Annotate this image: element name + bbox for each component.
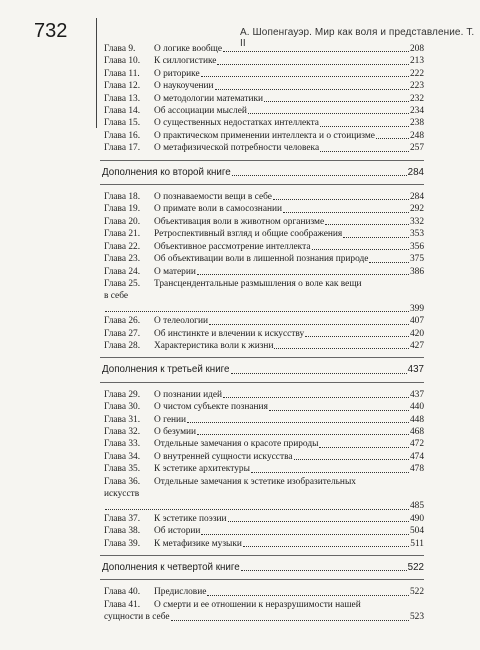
leader-dots: [105, 311, 409, 312]
section-title: Дополнения к четвертой книге: [102, 562, 240, 573]
chapter-number: Глава 12.: [104, 81, 141, 92]
leader-dots: [217, 64, 408, 65]
chapter-number: Глава 29.: [104, 389, 141, 400]
chapter-title: Объективное рассмотрение интеллекта: [154, 241, 311, 252]
leader-dots: [223, 397, 409, 398]
toc-block-third-book-cont: [104, 513, 424, 550]
leader-dots: [105, 509, 409, 510]
toc-entry[interactable]: [104, 68, 424, 80]
chapter-page: 232: [409, 93, 424, 104]
header-vertical-rule: [96, 18, 97, 128]
chapter-page: 420: [409, 328, 424, 339]
chapter-title: О познании идей: [154, 389, 223, 400]
chapter-page: 478: [409, 464, 424, 475]
chapter-page: 248: [409, 130, 424, 141]
toc-entry[interactable]: [104, 401, 424, 413]
leader-dots: [248, 113, 409, 114]
chapter-page: 208: [409, 44, 424, 54]
chapter-page: 472: [409, 439, 424, 450]
toc-entry[interactable]: [104, 55, 424, 67]
chapter-number: Глава 9.: [104, 44, 136, 54]
toc-entry[interactable]: [104, 43, 424, 55]
chapter-page: 474: [409, 451, 424, 462]
leader-dots: [264, 101, 409, 102]
toc-entry[interactable]: [104, 266, 424, 278]
chapter-title: О существенных недостатках интеллекта: [154, 118, 319, 129]
leader-dots: [274, 348, 408, 349]
chapter-number: Глава 14.: [104, 106, 141, 117]
chapter-title: Ретроспективный взгляд и общие соображения: [154, 229, 343, 240]
leader-dots: [269, 410, 409, 411]
toc-block-first-book: [104, 43, 424, 155]
chapter-title: О безумии: [154, 426, 197, 437]
chapter-title: К эстетике архитектуры: [154, 464, 250, 475]
toc-entry[interactable]: [104, 451, 424, 463]
page-number: 732: [34, 20, 68, 42]
table-of-contents: [104, 43, 424, 624]
chapter-page: 399: [409, 303, 424, 314]
chapter-number: Глава 33.: [104, 439, 141, 450]
chapter-title: К метафизике музыки: [154, 538, 242, 549]
leader-dots: [305, 336, 409, 337]
leader-dots: [243, 546, 409, 547]
leader-dots: [231, 373, 407, 374]
toc-block-third-book: [104, 389, 424, 476]
chapter-page: 504: [409, 526, 424, 537]
chapter-page: 238: [409, 118, 424, 129]
toc-entry[interactable]: [104, 389, 424, 401]
chapter-page: 223: [409, 81, 424, 92]
chapter-page: 427: [409, 340, 424, 351]
leader-dots: [251, 472, 409, 473]
section-divider: [100, 357, 424, 358]
chapter-title: О телеологии: [154, 316, 209, 327]
toc-block-fourth-book: [104, 586, 424, 598]
chapter-title: Объективация воли в животном организме: [154, 216, 325, 227]
toc-entry[interactable]: [104, 253, 424, 265]
chapter-title-line1: Трансцендентальные размышления о воле как вещи: [154, 278, 362, 289]
chapter-title: Об объективации воли в лишенной познания природе: [154, 254, 369, 265]
leader-dots: [197, 274, 409, 275]
toc-entry[interactable]: [104, 438, 424, 450]
chapter-title-line1: Отдельные замечания к эстетике изобразительных: [154, 476, 356, 487]
chapter-number: Глава 16.: [104, 130, 141, 141]
section-title: Дополнения ко второй книге: [102, 166, 231, 178]
running-head: А. Шопенгауэр. Мир как воля и представление. Т. II: [240, 27, 475, 49]
chapter-number: Глава 11.: [104, 68, 140, 79]
chapter-number: Глава 35.: [104, 464, 141, 475]
toc-entry[interactable]: [104, 80, 424, 92]
toc-entry[interactable]: [104, 426, 424, 438]
toc-entry[interactable]: [104, 328, 424, 340]
leader-dots: [369, 262, 408, 263]
chapter-number: Глава 34.: [104, 451, 141, 462]
toc-entry-multiline[interactable]: [104, 278, 424, 315]
chapter-title: О практическом применении интеллекта и о стоицизме: [154, 130, 375, 141]
chapter-title: О риторике: [154, 68, 200, 79]
chapter-title: О гении: [154, 414, 187, 425]
toc-entry[interactable]: [104, 142, 424, 154]
leader-dots: [319, 447, 409, 448]
section-heading-second-book[interactable]: [102, 167, 424, 179]
section-heading-fourth-book[interactable]: [102, 562, 424, 574]
chapter-number: Глава 27.: [104, 328, 141, 339]
chapter-page: 356: [409, 241, 424, 252]
section-page: 284: [407, 166, 424, 178]
chapter-title: О методологии математики: [154, 93, 264, 104]
chapter-title: О познаваемости вещи в себе: [154, 192, 272, 203]
toc-entry[interactable]: [104, 513, 424, 525]
leader-dots: [207, 595, 409, 596]
chapter-number: Глава 13.: [104, 93, 141, 104]
chapter-title: Об инстинкте и влечении к искусству: [154, 328, 305, 339]
section-page: 437: [407, 364, 424, 376]
chapter-page: 407: [409, 316, 424, 327]
chapter-title-line2: искусств: [104, 488, 140, 499]
chapter-title: О чистом субъекте познания: [154, 402, 268, 413]
chapter-page: 440: [409, 402, 424, 413]
section-page: 522: [407, 562, 424, 573]
section-divider: [100, 184, 424, 185]
toc-entry[interactable]: [104, 117, 424, 129]
leader-dots: [223, 51, 409, 52]
chapter-number: Глава 24.: [104, 266, 141, 277]
chapter-number: Глава 20.: [104, 216, 141, 227]
leader-dots: [232, 175, 407, 176]
chapter-number: Глава 32.: [104, 426, 141, 437]
chapter-title: К эстетике поэзии: [154, 513, 227, 524]
chapter-page: 234: [409, 106, 424, 117]
toc-block-second-book: [104, 191, 424, 278]
chapter-page: 490: [409, 513, 424, 524]
chapter-title: О логике вообще: [154, 44, 223, 54]
chapter-page: 257: [409, 143, 424, 154]
chapter-number: Глава 38.: [104, 526, 141, 537]
leader-dots: [187, 422, 409, 423]
leader-dots: [241, 570, 407, 571]
chapter-page: 284: [409, 192, 424, 203]
chapter-page: 511: [410, 538, 424, 549]
leader-dots: [215, 89, 409, 90]
leader-dots: [320, 151, 409, 152]
chapter-number: Глава 40.: [104, 587, 141, 598]
chapter-page: 332: [409, 216, 424, 227]
toc-entry[interactable]: [104, 340, 424, 352]
chapter-page: 353: [409, 229, 424, 240]
section-divider: [100, 579, 424, 580]
chapter-number: Глава 22.: [104, 241, 141, 252]
section-divider: [100, 160, 424, 161]
chapter-title-line2: в себе: [104, 291, 129, 302]
section-divider: [100, 382, 424, 383]
toc-entry[interactable]: [104, 93, 424, 105]
chapter-number: Глава 23.: [104, 254, 141, 265]
chapter-page: 292: [409, 204, 424, 215]
leader-dots: [320, 126, 409, 127]
leader-dots: [201, 76, 409, 77]
chapter-number: Глава 31.: [104, 414, 141, 425]
toc-entry[interactable]: [104, 228, 424, 240]
leader-dots: [197, 434, 409, 435]
chapter-title: О внутренней сущности искусства: [154, 451, 293, 462]
chapter-number: Глава 41.: [104, 599, 141, 610]
toc-entry[interactable]: [104, 538, 424, 550]
leader-dots: [343, 237, 409, 238]
chapter-page: 485: [409, 501, 424, 512]
chapter-number: Глава 37.: [104, 513, 141, 524]
chapter-number: Глава 21.: [104, 229, 141, 240]
chapter-title: О материи: [154, 266, 196, 277]
toc-entry[interactable]: [104, 414, 424, 426]
chapter-number: Глава 28.: [104, 340, 141, 351]
chapter-title: О наукоучении: [154, 81, 214, 92]
toc-block-second-book-cont: [104, 315, 424, 352]
chapter-number: Глава 36.: [104, 476, 141, 487]
toc-entry[interactable]: [104, 586, 424, 598]
toc-entry[interactable]: [104, 315, 424, 327]
chapter-title: О примате воли в самосознании: [154, 204, 283, 215]
toc-entry[interactable]: [104, 241, 424, 253]
toc-entry[interactable]: [104, 203, 424, 215]
toc-entry-multiline[interactable]: [104, 476, 424, 513]
chapter-page: 375: [409, 254, 424, 265]
chapter-title: К силлогистике: [154, 56, 217, 67]
chapter-number: Глава 17.: [104, 143, 141, 154]
toc-entry-multiline[interactable]: [104, 599, 424, 624]
chapter-number: Глава 26.: [104, 316, 141, 327]
leader-dots: [273, 199, 409, 200]
section-heading-third-book[interactable]: [102, 364, 424, 376]
chapter-page: 222: [409, 68, 424, 79]
chapter-page: 523: [409, 612, 424, 623]
chapter-page: 437: [409, 389, 424, 400]
chapter-page: 522: [409, 587, 424, 598]
chapter-title: Характеристика воли к жизни: [154, 340, 274, 351]
chapter-title: Отдельные замечания о красоте природы: [154, 439, 319, 450]
chapter-number: Глава 39.: [104, 538, 141, 549]
section-divider: [100, 555, 424, 556]
leader-dots: [209, 324, 409, 325]
toc-entry[interactable]: [104, 191, 424, 203]
chapter-page: 213: [409, 56, 424, 67]
chapter-number: Глава 30.: [104, 402, 141, 413]
chapter-title: Предисловие: [154, 587, 207, 598]
leader-dots: [376, 138, 409, 139]
chapter-number: Глава 18.: [104, 192, 141, 203]
toc-entry[interactable]: [104, 105, 424, 117]
chapter-number: Глава 19.: [104, 204, 141, 215]
chapter-page: 386: [409, 266, 424, 277]
chapter-number: Глава 15.: [104, 118, 141, 129]
chapter-number: Глава 10.: [104, 56, 141, 67]
chapter-title: Об истории: [154, 526, 201, 537]
toc-entry[interactable]: [104, 130, 424, 142]
leader-dots: [201, 534, 408, 535]
toc-entry[interactable]: [104, 525, 424, 537]
section-title: Дополнения к третьей книге: [102, 364, 230, 376]
leader-dots: [171, 620, 409, 621]
chapter-title: О метафизической потребности человека: [154, 143, 320, 154]
leader-dots: [325, 224, 409, 225]
chapter-page: 448: [409, 414, 424, 425]
chapter-title: Об ассоциации мыслей: [154, 106, 247, 117]
leader-dots: [312, 249, 409, 250]
chapter-page: 468: [409, 426, 424, 437]
leader-dots: [228, 521, 409, 522]
chapter-number: Глава 25.: [104, 278, 141, 289]
chapter-title-line2: сущности в себе: [104, 612, 170, 623]
toc-entry[interactable]: [104, 216, 424, 228]
toc-entry[interactable]: [104, 463, 424, 475]
leader-dots: [283, 212, 409, 213]
leader-dots: [294, 459, 409, 460]
chapter-title-line1: О смерти и ее отношении к неразрушимости нашей: [154, 599, 361, 610]
